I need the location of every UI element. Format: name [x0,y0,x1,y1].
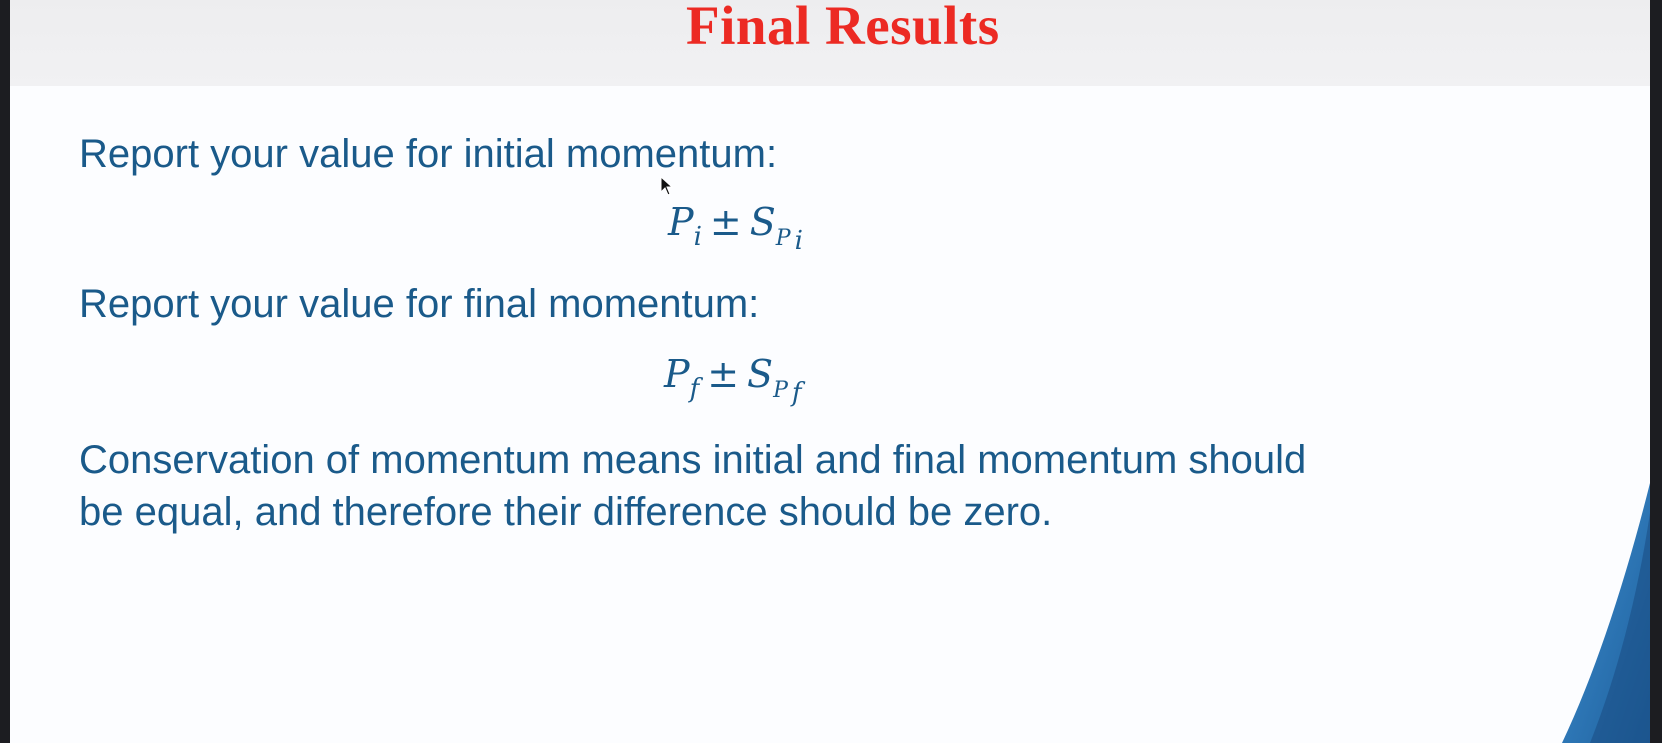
initial-momentum-prompt: Report your value for initial momentum: [79,132,778,176]
conservation-statement [79,434,1306,538]
formula-subscript: f [689,374,700,404]
final-momentum-formula [664,352,802,408]
uncertainty-subscript: P [775,226,791,251]
mouse-pointer-icon [660,176,674,196]
uncertainty-subscript: P [773,378,788,403]
presentation-slide [10,0,1650,743]
plus-minus-sign: ± [709,200,742,244]
slide-title: Final Results [686,0,1000,56]
uncertainty-subsubscript: f [791,378,802,408]
final-momentum-prompt: Report your value for final momentum: [79,282,760,326]
uncertainty-subsubscript: i [794,226,803,256]
formula-subscript: i [693,222,702,252]
initial-momentum-formula [668,200,803,256]
uncertainty-symbol: S [747,352,774,396]
title-band [10,0,1650,86]
formula-symbol: P [664,352,690,396]
conservation-line-1: Conservation of momentum means initial and final momentum should [79,438,1307,482]
conservation-line-2: be equal, and therefore their difference should be zero. [79,490,1053,534]
formula-symbol: P [668,200,694,244]
plus-minus-sign: ± [707,352,740,396]
decorative-swoosh-icon [1560,483,1650,743]
uncertainty-symbol: S [749,200,776,244]
